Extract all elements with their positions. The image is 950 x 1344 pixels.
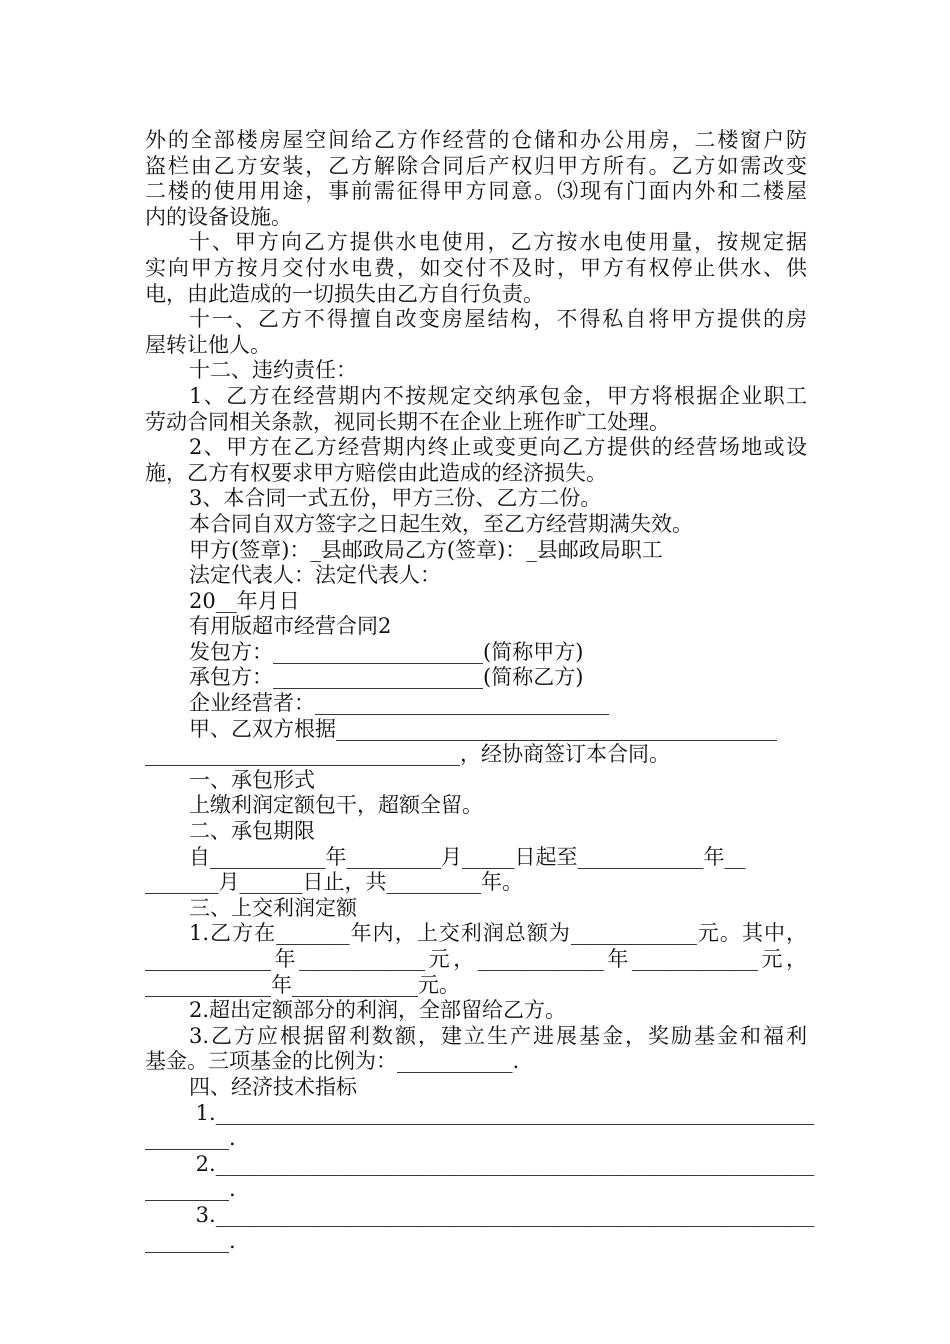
text-line: ________. [145, 1126, 236, 1151]
text-line: 法定代表人：法定代表人： [189, 563, 441, 588]
text-line: 20__年月日 [189, 588, 300, 613]
text-line: 自___________年_________月_____日起至____________年__ [189, 844, 746, 869]
text-line: 十、甲方向乙方提供水电使用，乙方按水电使用量，按规定据 [189, 230, 807, 255]
text-line: ____________年____________元，____________年____________元， [145, 947, 807, 971]
text-line: 基金。三项基金的比例为：___________. [145, 1049, 520, 1074]
text-line: ________. [145, 1177, 236, 1202]
text-line: 四、经济技术指标 [189, 1074, 357, 1099]
text-line: 三、上交利润定额 [189, 895, 357, 920]
text-line: 3.乙方应根据留利数额，建立生产进展基金，奖励基金和福利 [189, 1023, 807, 1048]
text-line: 甲方(签章)：_县邮政局乙方(签章)：_县邮政局职工 [189, 537, 663, 562]
text-line: 1._________________________________________________________ [189, 1100, 815, 1125]
text-line: 企业经营者：____________________________ [189, 691, 609, 716]
text-line: 2.超出定额部分的利润，全部留给乙方。 [189, 998, 567, 1023]
text-line: 承包方：____________________(简称乙方) [189, 665, 584, 690]
text-line: ____________年____________元。 [145, 972, 460, 997]
text-line: 甲、乙双方根据__________________________________________ [189, 716, 777, 741]
text-line: 二、承包期限 [189, 819, 315, 844]
text-line: 十一、乙方不得擅自改变房屋结构，不得私自将甲方提供的房 [189, 307, 807, 332]
text-line: 2、甲方在乙方经营期内终止或变更向乙方提供的经营场地或设 [189, 435, 807, 460]
text-line: 3._________________________________________________________ [189, 1202, 815, 1227]
text-line: 外的全部楼房屋空间给乙方作经营的仓储和办公用房，二楼窗户防 [145, 128, 807, 152]
text-line: ______________________________，经协商签订本合同。 [145, 742, 670, 767]
text-line: 1、乙方在经营期内不按规定交纳承包金，甲方将根据企业职工 [189, 383, 807, 408]
text-line: 屋转让他人。 [145, 332, 271, 357]
text-line: 内的设备设施。 [145, 204, 292, 229]
text-line: 上缴利润定额包干，超额全留。 [189, 793, 483, 818]
text-line: 一、承包形式 [189, 767, 315, 792]
text-line: ________. [145, 1228, 236, 1253]
text-line: 1.乙方在_______年内，上交利润总额为____________元。其中， [189, 921, 807, 946]
text-line: 盗栏由乙方安装，乙方解除合同后产权归甲方所有。乙方如需改变 [145, 153, 807, 178]
text-line: 劳动合同相关条款，视同长期不在企业上班作旷工处理。 [145, 409, 670, 434]
text-line: 3、本合同一式五份，甲方三份、乙方二份。 [189, 486, 602, 511]
text-line: 有用版超市经营合同2 [189, 614, 392, 639]
text-line: 十二、违约责任： [189, 358, 357, 383]
text-line: _______月______日止，共_________年。 [145, 870, 523, 895]
text-line: 2._________________________________________________________ [189, 1151, 815, 1176]
text-line: 施，乙方有权要求甲方赔偿由此造成的经济损失。 [145, 460, 607, 485]
text-line: 二楼的使用用途，事前需征得甲方同意。⑶现有门面内外和二楼屋 [145, 179, 807, 204]
text-line: 发包方：____________________(简称甲方) [189, 639, 584, 664]
text-line: 电，由此造成的一切损失由乙方自行负责。 [145, 281, 544, 306]
text-line: 本合同自双方签字之日起生效，至乙方经营期满失效。 [189, 511, 693, 536]
text-line: 实向甲方按月交付水电费，如交付不及时，甲方有权停止供水、供 [145, 255, 807, 280]
document-body [145, 128, 815, 1254]
